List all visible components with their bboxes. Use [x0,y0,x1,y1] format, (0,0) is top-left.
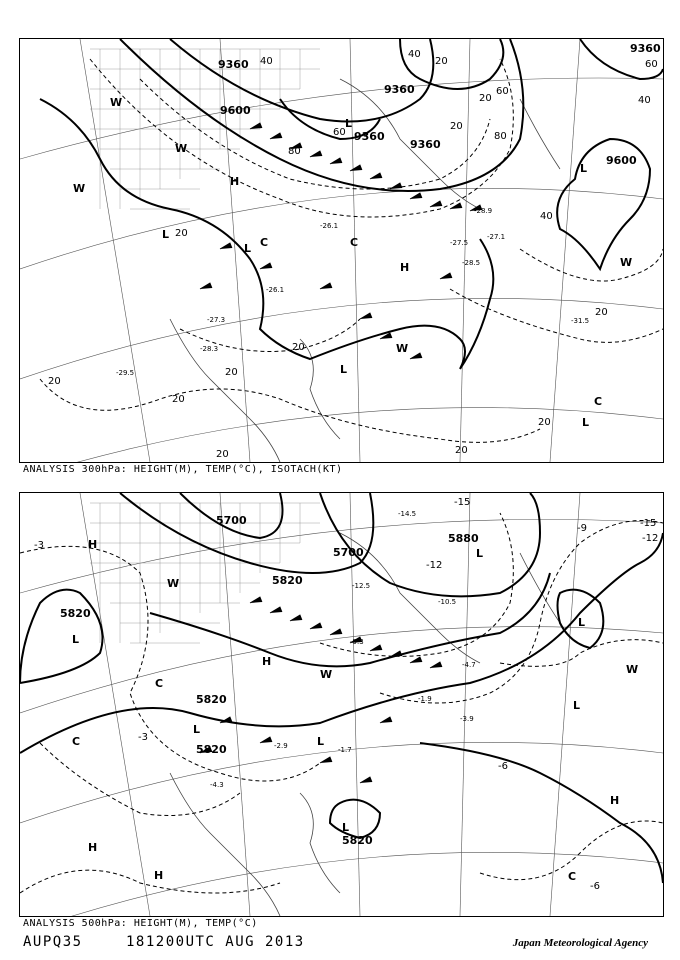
height-label: 5820 [196,743,227,756]
height-contours [40,39,663,369]
height-label: 5820 [196,693,227,706]
coastline [170,533,560,916]
isotach-label: 40 [260,56,273,67]
height-label: 9360 [410,138,441,151]
temp-label: -28.3 [200,345,219,353]
height-label: 9600 [220,104,251,117]
isotherm-label: -12 [642,533,659,544]
center-low: L [580,162,588,175]
height-label: 9360 [354,130,385,143]
center-warm: W [73,182,86,195]
center-high: H [88,538,98,551]
center-low: L [340,363,348,376]
center-high: H [154,869,164,882]
center-cold: C [155,677,164,690]
center-warm: W [620,256,633,269]
isotach-label: 20 [216,449,229,460]
center-warm: W [167,577,180,590]
isotach-label: 20 [48,376,61,387]
analysis-300hpa-map [19,38,664,463]
isotach-label: 40 [540,211,553,222]
center-high: H [400,261,410,274]
agency-name: Japan Meteorological Agency [512,937,648,949]
center-low: L [578,616,586,629]
center-high: H [88,841,98,854]
wind-barbs [200,597,442,783]
isotach-label: 20 [538,417,551,428]
height-label: 5820 [272,574,303,587]
valid-time: 181200UTC AUG 2013 [126,934,305,950]
height-label: 9360 [384,83,415,96]
center-low: L [345,117,353,130]
hatch-area [90,503,320,643]
height-label: 9600 [606,154,637,167]
isotach-label: 20 [595,307,608,318]
temp-label: -12.5 [352,582,371,590]
isotach-label: 20 [172,394,185,405]
center-low: L [244,242,252,255]
height-label: 9360 [218,58,249,71]
center-low: L [342,821,350,834]
center-low: L [476,547,484,560]
height-label: 5700 [333,546,364,559]
height-label: 5820 [60,607,91,620]
hatch-area [90,49,320,209]
center-cold: C [594,395,603,408]
map-300hpa-svg [20,39,663,462]
center-warm: W [396,342,409,355]
temp-label: -31.5 [571,317,590,325]
isotherm-label: -6 [590,881,600,892]
temp-label: -27.3 [207,316,226,324]
temp-label: -27.1 [487,233,506,241]
isotherm-label: -9 [577,523,587,534]
isotach-label: 20 [479,93,492,104]
temp-label: -1.7 [338,746,352,754]
caption-500hpa: ANALYSIS 500hPa: HEIGHT(M), TEMP(°C) [23,918,258,929]
center-warm: W [320,668,333,681]
isotach-label: 60 [645,59,658,70]
isotherm-label: -3 [34,540,44,551]
center-warm: W [110,96,123,109]
isotach-label: 60 [333,127,346,138]
center-cold: C [350,236,359,249]
isotach-label: 20 [175,228,188,239]
temp-label: -2.9 [274,742,288,750]
chart-code: AUPQ35 [23,934,83,950]
temp-label: -26.1 [320,222,339,230]
temp-label: -26.1 [266,286,285,294]
map-500hpa-svg [20,493,663,916]
center-low: L [162,228,170,241]
isotach-label: 80 [494,131,507,142]
isotach-label: 20 [435,56,448,67]
height-label: 5880 [448,532,479,545]
center-cold: C [72,735,81,748]
temp-label: -14.5 [398,510,417,518]
isotach-label: 40 [408,49,421,60]
isotach-label: 60 [496,86,509,97]
center-cold: C [260,236,269,249]
temp-label: -10.5 [438,598,457,606]
isotherm-label: -6 [498,761,508,772]
height-labels [60,514,479,847]
center-low: L [582,416,590,429]
temp-label: -28.9 [474,207,493,215]
temp-label: -4.7 [462,661,476,669]
temp-label: -29.5 [116,369,135,377]
isotach-label: 80 [288,146,301,157]
center-high: H [230,175,240,188]
center-low: L [72,633,80,646]
center-low: L [573,699,581,712]
analysis-500hpa-map [19,492,664,917]
height-label: 9360 [630,42,661,55]
isotherm-label: -3 [138,732,148,743]
temp-label: -4.3 [210,781,224,789]
temp-label: -3.9 [460,715,474,723]
center-cold: C [568,870,577,883]
isotherm-label: -15 [640,518,657,529]
height-label: 5700 [216,514,247,527]
center-warm: W [626,663,639,676]
center-low: L [317,735,325,748]
center-high: H [262,655,272,668]
caption-300hpa: ANALYSIS 300hPa: HEIGHT(M), TEMP(°C), ISOTACH(KT) [23,464,343,475]
isotach-label: 40 [638,95,651,106]
isotherm-label: -15 [454,497,471,508]
isotach-label: 20 [455,445,468,456]
temp-label: -1.9 [418,695,432,703]
temp-label: -9.3 [350,638,364,646]
isotach-label: 20 [450,121,463,132]
isotherm-label: -12 [426,560,443,571]
height-label: 5820 [342,834,373,847]
center-warm: W [175,142,188,155]
center-high: H [610,794,620,807]
temp-label: -28.5 [462,259,481,267]
center-low: L [193,723,201,736]
temp-label: -27.5 [450,239,469,247]
wind-barbs [200,123,482,359]
isotach-label: 20 [225,367,238,378]
isotach-label: 20 [292,342,305,353]
